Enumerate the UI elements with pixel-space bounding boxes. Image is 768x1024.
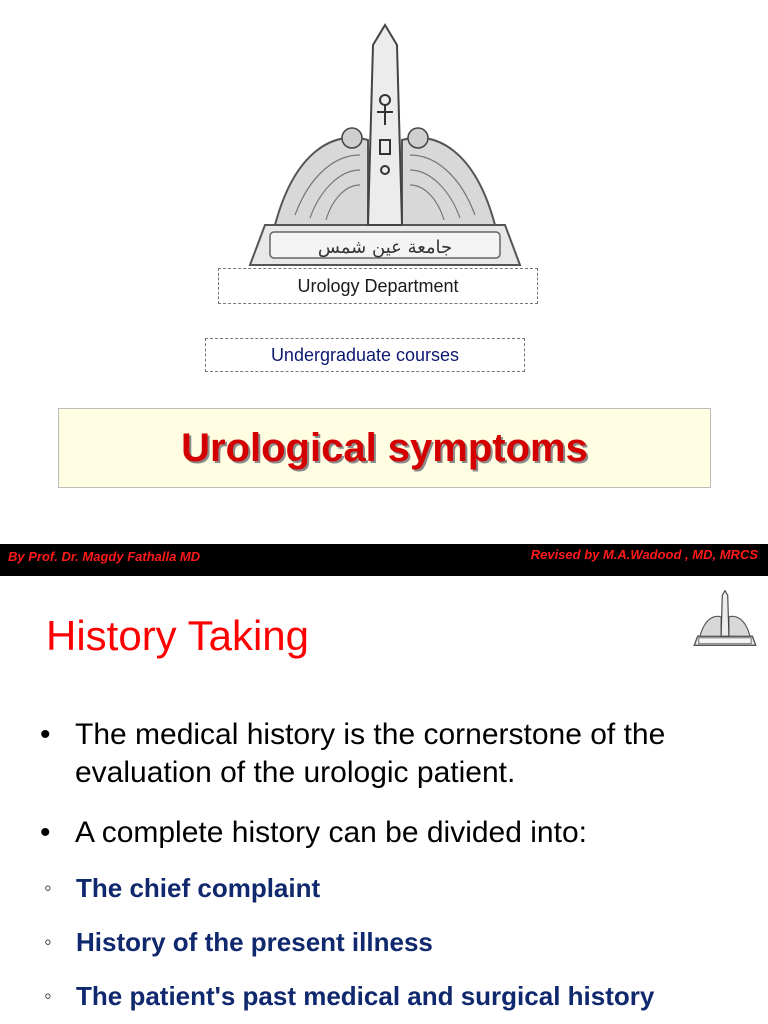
- reviser-credit: Revised by M.A.Wadood , MD, MRCS: [530, 547, 758, 562]
- university-logo-large: [240, 20, 530, 270]
- sub-item-text: History of the present illness: [76, 927, 433, 957]
- footer-bar: [0, 544, 768, 576]
- section-heading: History Taking: [46, 612, 309, 659]
- title-banner: [58, 408, 711, 488]
- bullet-marker: •: [40, 718, 51, 751]
- sub-item-text: The chief complaint: [76, 873, 321, 903]
- sub-bullet-marker: ◦: [44, 875, 52, 900]
- slide-2: [0, 576, 768, 1024]
- bullet-text: The medical history is the cornerstone of the evaluation of the urologic patient.: [75, 718, 666, 789]
- author-credit: By Prof. Dr. Magdy Fathalla MD: [8, 549, 201, 564]
- sub-bullet-marker: ◦: [44, 929, 52, 954]
- bullet-text: A complete history can be divided into:: [75, 816, 587, 849]
- university-logo-small: [692, 588, 758, 648]
- slide-title: Urological symptoms: [181, 426, 588, 470]
- sub-bullet-marker: ◦: [44, 983, 52, 1008]
- courses-label: Undergraduate courses: [205, 338, 525, 372]
- department-label: Urology Department: [218, 268, 538, 304]
- bullet-marker: •: [40, 816, 51, 849]
- sub-item-text: The patient's past medical and surgical history: [76, 981, 655, 1011]
- logo-script: جامعة عين شمس: [317, 237, 453, 258]
